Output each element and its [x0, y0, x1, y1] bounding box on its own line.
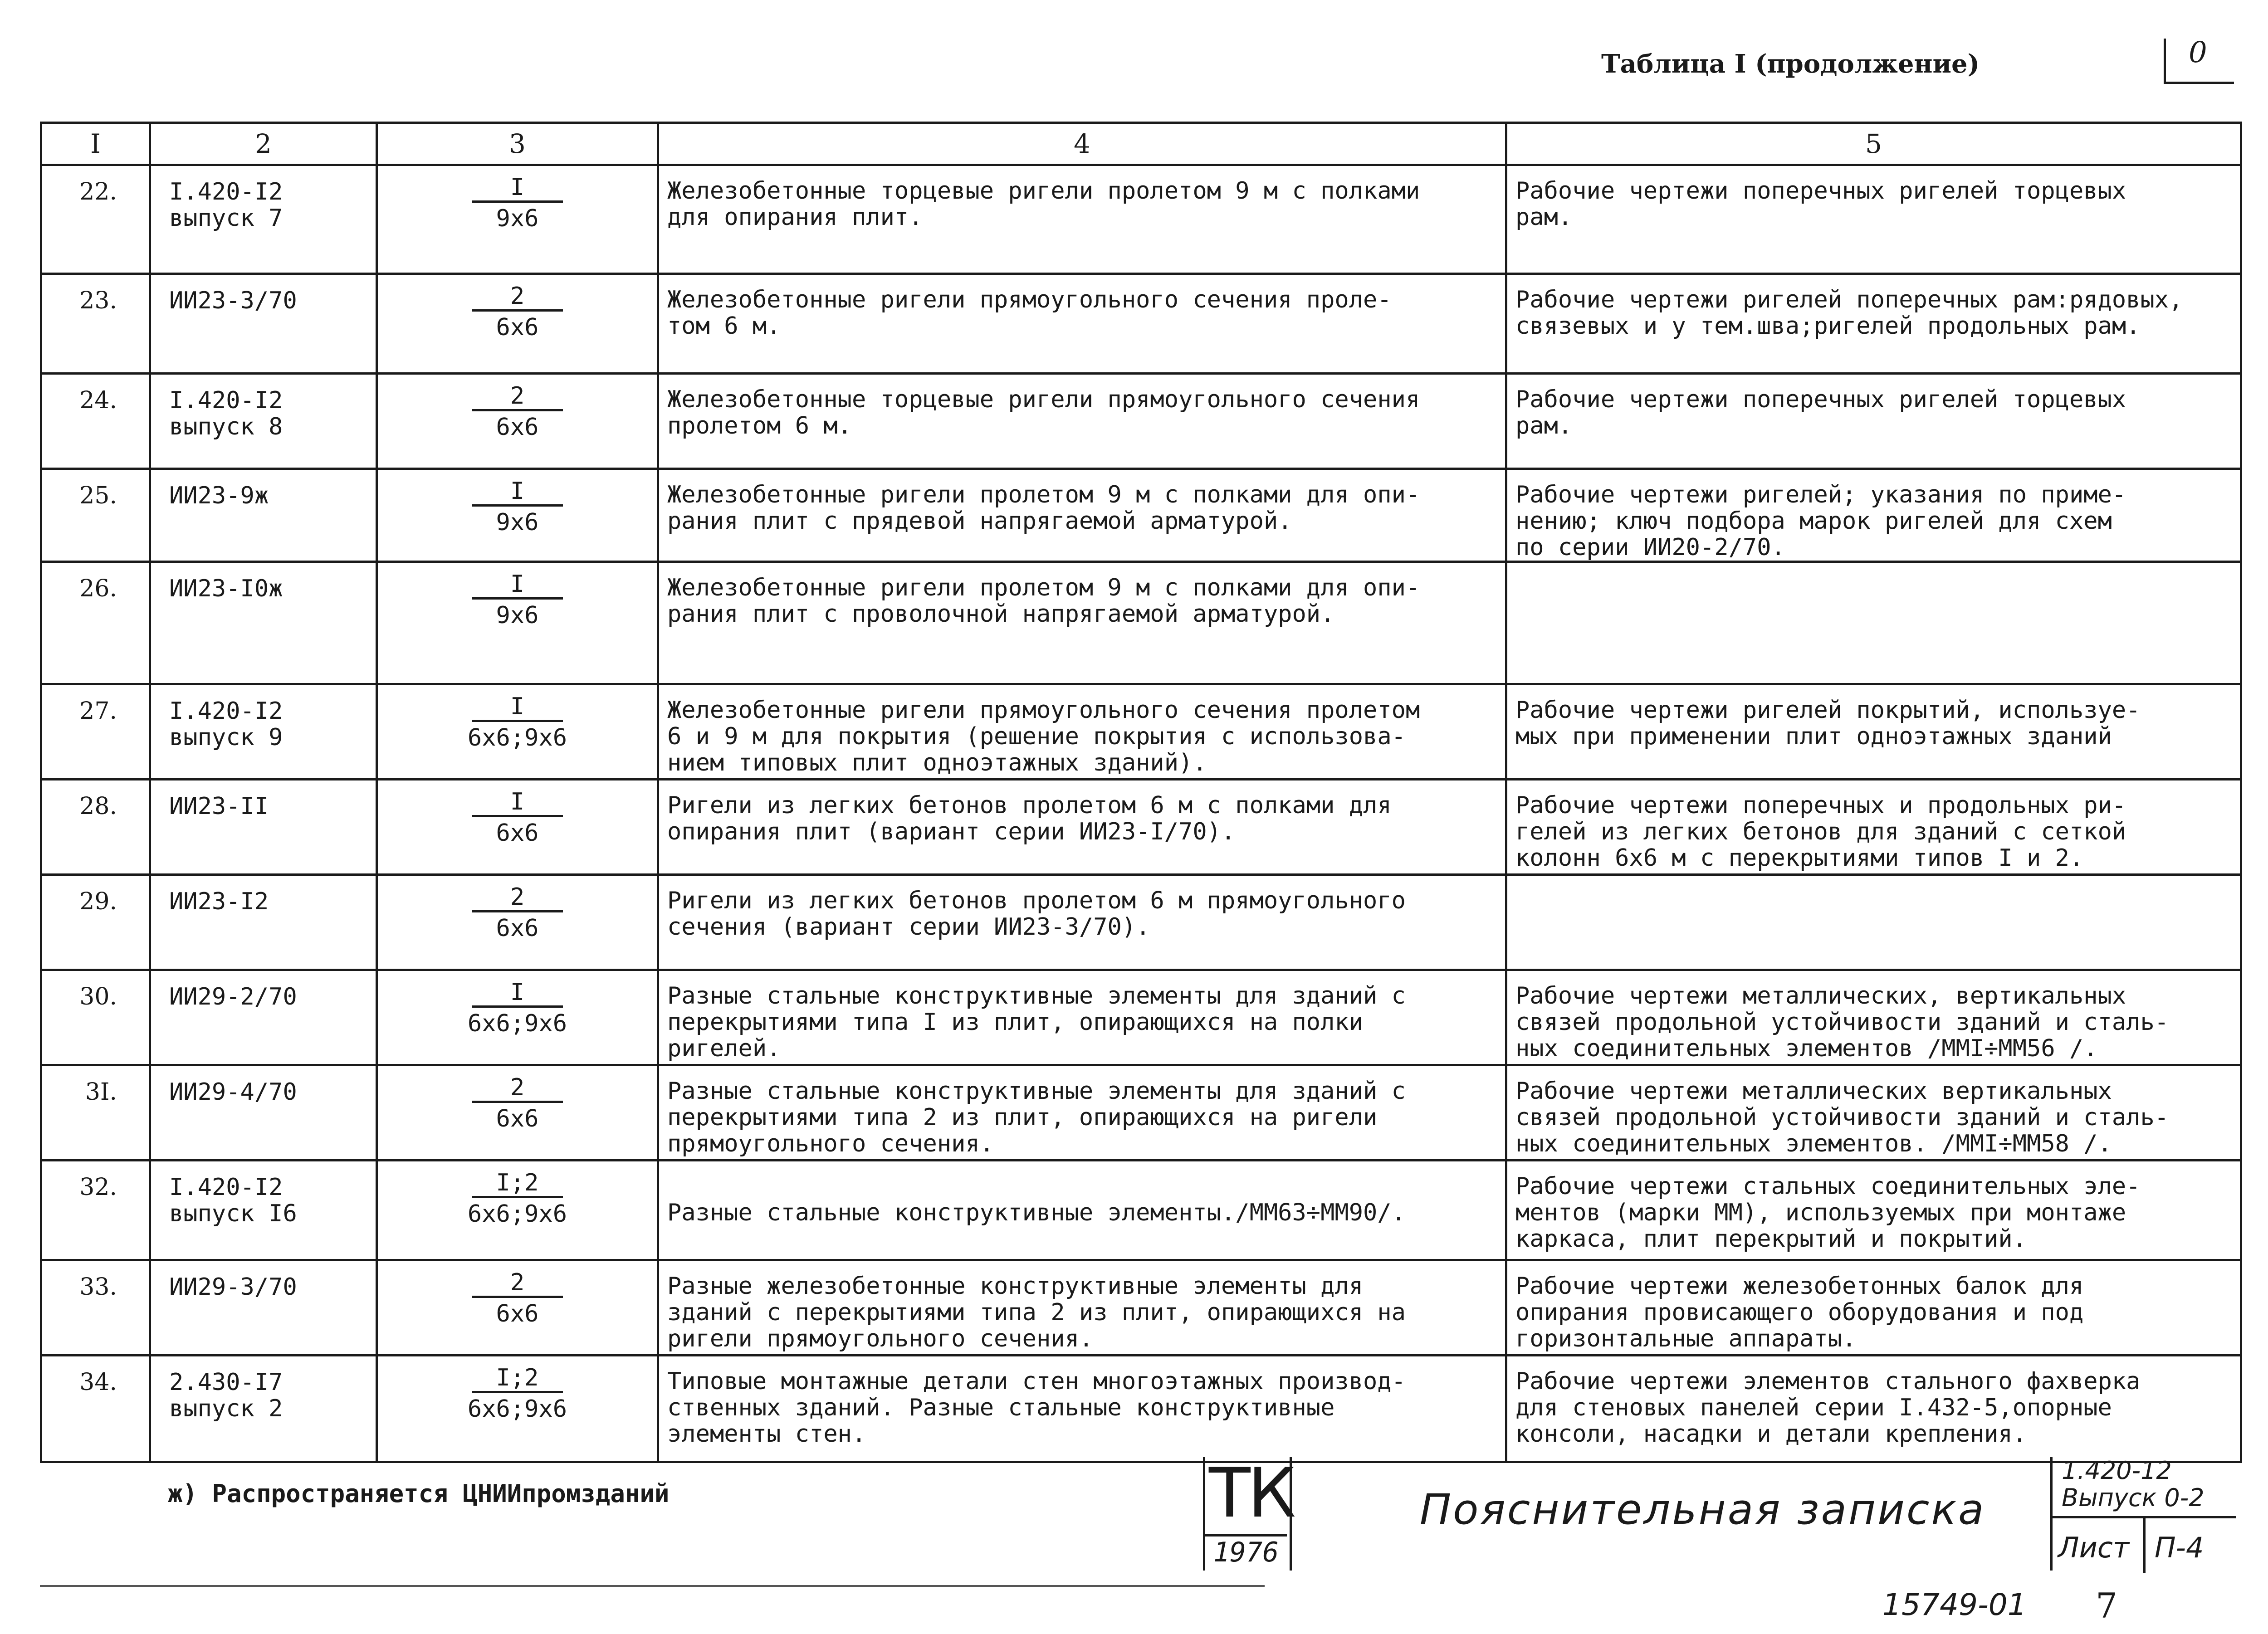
column-grid: 6x6 [496, 1105, 539, 1132]
footnote: ж) Распространяется ЦНИИпромзданий [168, 1479, 670, 1508]
grid-cell [377, 562, 658, 684]
note-text: Рабочие чертежи металлических вертикальных связей продольной устойчивости зданий и сталь- ных соединительных элементов. /ММI÷ММ58 /. [1515, 1078, 2169, 1157]
grid-cell [377, 374, 658, 469]
table-row [41, 684, 2241, 780]
description-cell [658, 1260, 1506, 1356]
type-number: I [472, 789, 563, 817]
description-cell [658, 875, 1506, 970]
series-cell [150, 1356, 377, 1462]
grid-cell [377, 875, 658, 970]
description-cell [658, 469, 1506, 562]
description-text: Ригели из легких бетонов пролетом 6 м с полками для опирания плит (вариант серии ИИ23-I/70). [667, 792, 1392, 845]
column-grid: 6x6 [496, 414, 539, 441]
table-row [41, 165, 2241, 274]
document-title: Пояснительная записка [1420, 1485, 1986, 1534]
column-grid: 6x6 [496, 819, 539, 847]
note-cell [1506, 970, 2241, 1065]
header-row [41, 123, 2241, 165]
series-code-line: I.420-I2 [169, 1174, 283, 1201]
grid-cell [377, 1161, 658, 1260]
note-cell [1506, 469, 2241, 562]
note-text: Рабочие чертежи железобетонных балок для опирания провисающего оборудования и под горизонтальные аппараты. [1515, 1273, 2084, 1352]
series-cell [150, 1161, 377, 1260]
note-cell [1506, 274, 2241, 374]
type-number: I;2 [472, 1365, 563, 1393]
note-text: Рабочие чертежи металлических, вертикальных связей продольной устойчивости зданий и сталь- ных соединительных элементов /ММI÷ММ56 /. [1515, 982, 2169, 1062]
type-number: I [472, 979, 563, 1008]
series-cell [150, 684, 377, 780]
series-code-line: выпуск I6 [169, 1200, 297, 1227]
note-text: Рабочие чертежи поперечных ригелей торцевых рам. [1515, 386, 2126, 439]
series-code-line: ИИ23-I0ж [169, 575, 283, 602]
table-row [41, 1356, 2241, 1462]
tk-stamp-text: ТК [1209, 1454, 1294, 1533]
header-cell-2: 2 [150, 123, 377, 165]
series-code-line: ИИ29-4/70 [169, 1078, 297, 1106]
table-row [41, 780, 2241, 875]
row-number: 3I. [41, 1065, 150, 1161]
specification-table [40, 122, 2242, 1463]
bottom-rule [40, 1585, 1265, 1587]
series-cell [150, 274, 377, 374]
note-text: Рабочие чертежи стальных соединительных эле- ментов (марки ММ), используемых при монтаже каркаса, плит перекрытий и покрытий. [1515, 1173, 2141, 1253]
series-code-line: I.420-I2 [169, 387, 283, 414]
tk-stamp-year: 1976 [1205, 1534, 1287, 1568]
series-code-line: выпуск 9 [169, 724, 283, 751]
table-row [41, 970, 2241, 1065]
column-grid: 6x6 [496, 314, 539, 341]
description-cell [658, 1065, 1506, 1161]
description-cell [658, 780, 1506, 875]
note-cell [1506, 875, 2241, 970]
column-grid: 6x6;9x6 [467, 1010, 567, 1037]
series-code-line: ИИ23-3/70 [169, 287, 297, 314]
series-code [2062, 1457, 2204, 1512]
series-code-line-2: Выпуск 0-2 [2062, 1483, 2204, 1512]
sheet-divider [2143, 1518, 2146, 1573]
description-text: Железобетонные ригели пролетом 9 м с полками для опи- рания плит с проволочной напрягаемой арматурой. [667, 574, 1420, 628]
header-cell-4: 4 [658, 123, 1506, 165]
sheet-row [2053, 1516, 2236, 1573]
series-cell [150, 780, 377, 875]
row-number: 33. [41, 1260, 150, 1356]
column-grid: 9x6 [496, 602, 539, 629]
series-code-line: I.420-I2 [169, 697, 283, 725]
column-grid: 6x6 [496, 1300, 539, 1327]
series-code-line: ИИ29-3/70 [169, 1273, 297, 1301]
description-text: Типовые монтажные детали стен многоэтажных производ- ственных зданий. Разные стальные конструктивные элементы стен. [667, 1368, 1406, 1448]
note-cell [1506, 684, 2241, 780]
series-code-line: выпуск 2 [169, 1395, 283, 1422]
title-block-right [2050, 1457, 2236, 1571]
note-text: Рабочие чертежи поперечных ригелей торцевых рам. [1515, 177, 2126, 231]
description-text: Ригели из легких бетонов пролетом 6 м прямоугольного сечения (вариант серии ИИ23-3/70). [667, 887, 1406, 941]
description-text: Железобетонные ригели прямоугольного сечения пролетом 6 и 9 м для покрытия (решение покрытия с использова- нием типовых плит одноэтажных зданий). [667, 697, 1420, 776]
row-number: 34. [41, 1356, 150, 1462]
description-text: Разные железобетонные конструктивные элементы для зданий с перекрытиями типа 2 из плит, опирающихся на ригели прямоугольного сечения. [667, 1273, 1406, 1352]
row-number: 27. [41, 684, 150, 780]
note-text: Рабочие чертежи ригелей покрытий, используе- мых при применении плит одноэтажных зданий [1515, 697, 2141, 750]
series-code-line-1: 1.420-12 [2062, 1456, 2172, 1485]
archive-number: 15749-01 [1882, 1587, 2027, 1622]
sheet-label: Лист [2058, 1531, 2130, 1564]
row-number: 22. [41, 165, 150, 274]
series-cell [150, 165, 377, 274]
note-cell [1506, 1260, 2241, 1356]
grid-cell [377, 1260, 658, 1356]
series-code-line: I.420-I2 [169, 178, 283, 205]
description-cell [658, 274, 1506, 374]
series-cell [150, 1065, 377, 1161]
table-row [41, 1065, 2241, 1161]
type-number: I [472, 571, 563, 600]
column-grid: 6x6;9x6 [467, 1395, 567, 1423]
series-cell [150, 875, 377, 970]
note-cell [1506, 1161, 2241, 1260]
column-grid: 9x6 [496, 205, 539, 232]
series-cell [150, 562, 377, 684]
table-body [41, 165, 2241, 1462]
note-cell [1506, 165, 2241, 274]
type-number: 2 [472, 1074, 563, 1103]
description-cell [658, 562, 1506, 684]
row-number: 32. [41, 1161, 150, 1260]
grid-cell [377, 970, 658, 1065]
note-text: Рабочие чертежи ригелей; указания по приме- нению; ключ подбора марок ригелей для схем по серии ИИ20-2/70. [1515, 481, 2126, 561]
grid-cell [377, 469, 658, 562]
table-row [41, 1161, 2241, 1260]
row-number: 24. [41, 374, 150, 469]
description-text: Разные стальные конструктивные элементы для зданий с перекрытиями типа 2 из плит, опирающихся на ригели прямоугольного сечения. [667, 1078, 1406, 1157]
type-number: I [472, 174, 563, 203]
table-row [41, 875, 2241, 970]
description-text: Разные стальные конструктивные элементы для зданий с перекрытиями типа I из плит, опирающихся на полки ригелей. [667, 982, 1406, 1062]
description-text: Железобетонные ригели пролетом 9 м с полками для опи- рания плит с прядевой напрягаемой арматурой. [667, 481, 1420, 535]
grid-cell [377, 780, 658, 875]
column-grid: 9x6 [496, 509, 539, 536]
description-text: Разные стальные конструктивные элементы./ММ63÷ММ90/. [667, 1199, 1406, 1226]
table-row [41, 562, 2241, 684]
grid-cell [377, 165, 658, 274]
table-row [41, 1260, 2241, 1356]
type-number: 2 [472, 884, 563, 912]
note-cell [1506, 780, 2241, 875]
series-code-line: ИИ29-2/70 [169, 983, 297, 1010]
page-number: 7 [2096, 1585, 2118, 1626]
note-cell [1506, 1356, 2241, 1462]
series-code-line: ИИ23-I2 [169, 888, 269, 915]
row-number: 26. [41, 562, 150, 684]
note-cell [1506, 374, 2241, 469]
row-number: 30. [41, 970, 150, 1065]
type-number: 2 [472, 383, 563, 411]
series-cell [150, 1260, 377, 1356]
description-cell [658, 374, 1506, 469]
description-cell [658, 165, 1506, 274]
table-row [41, 374, 2241, 469]
type-number: I;2 [472, 1170, 563, 1198]
corner-mark: 0 [2189, 36, 2207, 69]
series-cell [150, 374, 377, 469]
note-cell [1506, 562, 2241, 684]
tk-stamp [1203, 1454, 1294, 1571]
note-text: Рабочие чертежи элементов стального фахверка для стеновых панелей серии I.432-5,опорные консоли, насадки и детали крепления. [1515, 1368, 2141, 1448]
note-text: Рабочие чертежи ригелей поперечных рам:рядовых, связевых и у тем.шва;ригелей продольных рам. [1515, 286, 2183, 340]
type-number: I [472, 693, 563, 722]
header-cell-5: 5 [1506, 123, 2241, 165]
series-cell [150, 970, 377, 1065]
grid-cell [377, 1065, 658, 1161]
sheet-number: П-4 [2155, 1531, 2204, 1564]
grid-cell [377, 1356, 658, 1462]
table-caption: Таблица I (продолжение) [1601, 49, 1980, 79]
grid-cell [377, 274, 658, 374]
type-number: 2 [472, 1269, 563, 1298]
note-cell [1506, 1065, 2241, 1161]
series-code-line: 2.430-I7 [169, 1369, 283, 1396]
grid-cell [377, 684, 658, 780]
series-cell [150, 469, 377, 562]
column-grid: 6x6;9x6 [467, 724, 567, 751]
type-number: 2 [472, 283, 563, 312]
table-row [41, 274, 2241, 374]
series-code-line: ИИ23-9ж [169, 482, 269, 509]
description-cell [658, 1161, 1506, 1260]
table-row [41, 469, 2241, 562]
corner-mark-box [2164, 36, 2234, 84]
description-text: Железобетонные торцевые ригели прямоугольного сечения пролетом 6 м. [667, 386, 1420, 439]
row-number: 23. [41, 274, 150, 374]
description-cell [658, 684, 1506, 780]
header-cell-1: I [41, 123, 150, 165]
series-code-line: выпуск 7 [169, 205, 283, 232]
column-grid: 6x6;9x6 [467, 1200, 567, 1228]
series-code-line: ИИ23-II [169, 793, 269, 820]
description-text: Железобетонные ригели прямоугольного сечения проле- том 6 м. [667, 286, 1392, 340]
row-number: 25. [41, 469, 150, 562]
description-cell [658, 1356, 1506, 1462]
header-cell-3: 3 [377, 123, 658, 165]
row-number: 28. [41, 780, 150, 875]
type-number: I [472, 478, 563, 507]
series-code-line: выпуск 8 [169, 413, 283, 440]
note-text: Рабочие чертежи поперечных и продольных ри- гелей из легких бетонов для зданий с сеткой колонн 6х6 м с перекрытиями типов I и 2. [1515, 792, 2126, 872]
description-text: Железобетонные торцевые ригели пролетом 9 м с полками для опирания плит. [667, 177, 1420, 231]
row-number: 29. [41, 875, 150, 970]
description-cell [658, 970, 1506, 1065]
column-grid: 6x6 [496, 915, 539, 942]
